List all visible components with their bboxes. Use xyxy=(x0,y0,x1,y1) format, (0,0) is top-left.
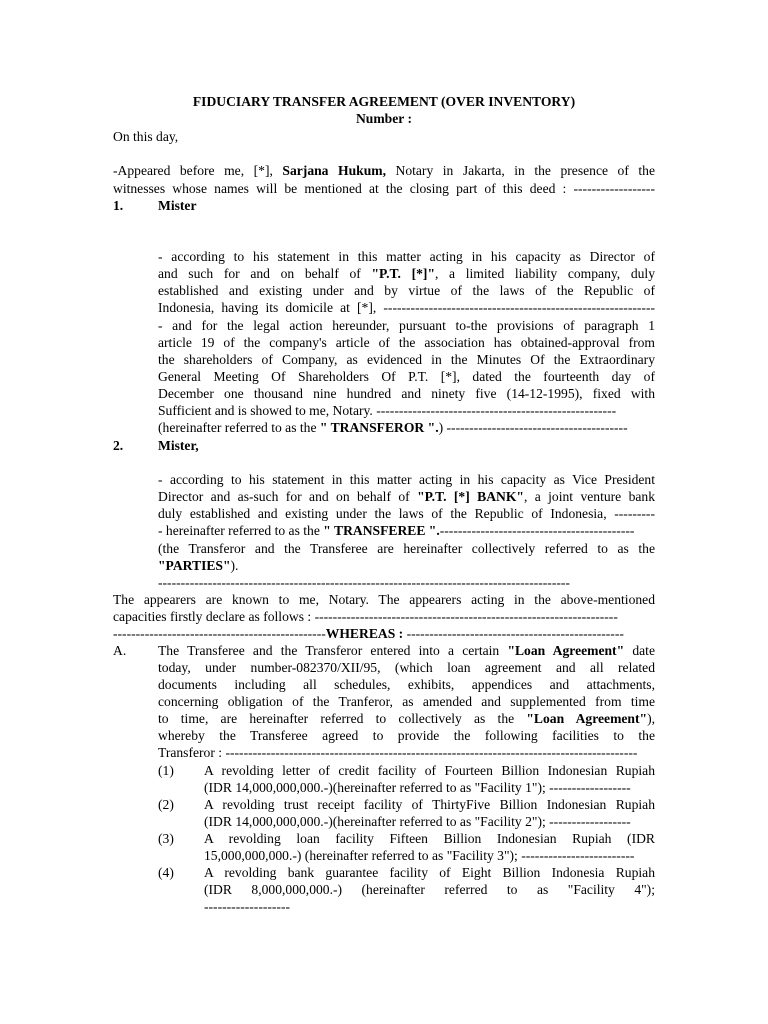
party-1-title: Mister xyxy=(158,198,197,213)
appearers-line-2: capacities firstly declare as follows : ------------------------------------------------------------------- xyxy=(113,609,618,624)
separator-line: ------------------------------------------------------------------------------------------- xyxy=(158,575,570,590)
party-2-line-1: - according to his statement in this matter acting in his capacity as Vice President xyxy=(158,472,655,487)
party-2-line-3: duly established and existing under the laws of the Republic of Indonesia, --------- xyxy=(158,506,655,521)
party-2-number: 2. xyxy=(113,438,124,453)
appeared-line-1: -Appeared before me, [*], Sarjana Hukum, Notary in Jakarta, in the presence of the xyxy=(113,163,655,178)
facility-2-line-1: A revolding trust receipt facility of ThirtyFive Billion Indonesian Rupiah xyxy=(204,797,655,812)
transferee-definition: - hereinafter referred to as the " TRANSFEREE ".------------------------------------------- xyxy=(158,523,635,538)
clause-a-line-3: documents including all schedules, exhibits, appendices and attachments, xyxy=(158,677,655,692)
facility-4-line-2: (IDR 8,000,000,000.-) (hereinafter referred to as "Facility 4"); xyxy=(204,882,655,897)
opening-line: On this day, xyxy=(113,129,179,144)
facility-3-number: (3) xyxy=(158,831,174,846)
party-1-line-9: December one thousand nine hundred and ninety five (14-12-1995), fixed with xyxy=(158,386,655,401)
facility-1-line-1: A revolding letter of credit facility of Fourteen Billion Indonesian Rupiah xyxy=(204,763,655,778)
party-2-line-2: Director and as-such for and on behalf of "P.T. [*] BANK", a joint venture bank xyxy=(158,489,655,504)
facility-2-number: (2) xyxy=(158,797,174,812)
party-2-title: Mister, xyxy=(158,438,199,453)
appearers-line-1: The appearers are known to me, Notary. The appearers acting in the above-mentioned xyxy=(113,592,655,607)
facility-4-number: (4) xyxy=(158,865,174,880)
number-label: Number : xyxy=(355,111,412,126)
clause-a-line-2: today, under number-082370/XII/95, (which loan agreement and all related xyxy=(158,660,655,675)
whereas-heading: -----------------------------------------------WHEREAS : ------------------------------------------------ xyxy=(113,626,624,641)
clause-a-line-5: to time, are hereinafter referred to collectively as the "Loan Agreement"), xyxy=(158,711,655,726)
facility-4-line-3: ------------------- xyxy=(204,899,291,914)
party-2-line-5: (the Transferor and the Transferee are hereinafter collectively referred to as the xyxy=(158,541,655,556)
clause-a-line-1: The Transferee and the Transferor entered into a certain "Loan Agreement" date xyxy=(158,643,655,658)
party-1-number: 1. xyxy=(113,198,124,213)
facility-3-line-2: 15,000,000,000.-) (hereinafter referred to as "Facility 3"); ------------------------- xyxy=(204,848,635,863)
clause-a-line-7: Transferor : ------------------------------------------------------------------------------------------- xyxy=(158,745,638,760)
facility-1-number: (1) xyxy=(158,763,174,778)
party-1-line-3: established and existing under and by virtue of the laws of the Republic of xyxy=(158,283,655,298)
party-1-line-1: - according to his statement in this matter acting in his capacity as Director of xyxy=(158,249,655,264)
clause-a-letter: A. xyxy=(113,643,127,658)
clause-a-line-4: concerning obligation of the Tranferor, as amended and supplemented from time xyxy=(158,694,655,709)
party-1-line-8: General Meeting Of Shareholders Of P.T. [*], dated the fourteenth day of xyxy=(158,369,655,384)
facility-2-line-2: (IDR 14,000,000,000.-)(hereinafter referred to as "Facility 2"); ------------------ xyxy=(204,814,631,829)
party-1-line-2: and such for and on behalf of "P.T. [*]", a limited liability company, duly xyxy=(158,266,655,281)
clause-a-line-6: whereby the Transferee agreed to provide the following facilities to the xyxy=(158,728,655,743)
facility-4-line-1: A revolding bank guarantee facility of Eight Billion Indonesia Rupiah xyxy=(204,865,655,880)
party-1-line-7: the shareholders of Company, as evidenced in the Minutes Of the Extraordinary xyxy=(158,352,655,367)
facility-1-line-2: (IDR 14,000,000,000.-)(hereinafter referred to as "Facility 1"); ------------------ xyxy=(204,780,631,795)
party-1-line-5: - and for the legal action hereunder, pursuant to-the provisions of paragraph 1 xyxy=(158,318,655,333)
party-1-line-4: Indonesia, having its domicile at [*], ------------------------------------------------------------ xyxy=(158,300,655,315)
facility-3-line-1: A revolding loan facility Fifteen Billion Indonesian Rupiah (IDR xyxy=(204,831,655,846)
parties-definition: "PARTIES"). xyxy=(158,558,239,573)
party-1-line-10: Sufficient and is showed to me, Notary. ----------------------------------------------------- xyxy=(158,403,617,418)
party-1-line-6: article 19 of the company's article of the association has obtained-approval from xyxy=(158,335,655,350)
document-title: FIDUCIARY TRANSFER AGREEMENT (OVER INVENTORY) xyxy=(192,94,576,109)
transferor-definition: (hereinafter referred to as the " TRANSFEROR ".) ---------------------------------------- xyxy=(158,420,628,435)
appeared-line-2: witnesses whose names will be mentioned at the closing part of this deed : ------------------ xyxy=(113,181,655,196)
